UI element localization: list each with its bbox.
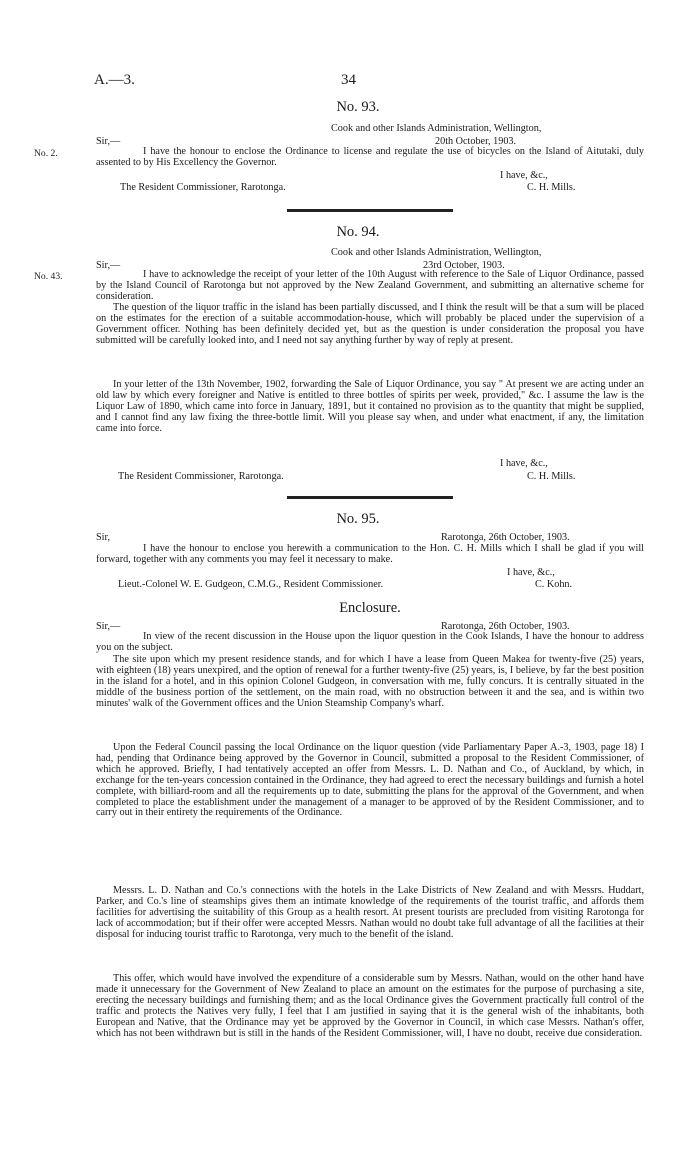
letter-date: Rarotonga, 26th October, 1903. (441, 532, 570, 543)
letter-paragraph: I have the honour to enclose you herewith a communication to the Hon. C. H. Mills which I shall be glad if you will forward, together with any comments you may feel it necessary to make. (96, 543, 644, 565)
letter-date: 20th October, 1903. (435, 136, 517, 147)
paper-reference: A.—3. (94, 72, 135, 88)
enclosure-paragraph: The site upon which my present residence stands, and for which I have a lease from Queen Makea for twenty-five (25) years, with eighteen (18) years unexpired, and the option of renewal for a further twenty-five (25) years, is, I believe, by far the best position in the island for a hotel, and in this opinion Colonel Gudgeon, in conversation with me, fully concurs. It is centrally situated in the middle of the business portion of the settlement, on the main road, with no obstruction between it and the sea, and is within two minutes' walk of the Government offices and the Union Steamship Company's wharf. (96, 654, 644, 709)
letter-number: No. 93. (336, 99, 380, 115)
signature: C. Kohn. (535, 579, 573, 590)
enclosure-paragraph: Messrs. L. D. Nathan and Co.'s connections with the hotels in the Lake Districts of New Zealand and with Messrs. Huddart, Parker, and Co.'s line of steamships gives them an intimate knowledge of the requirements of the tourist traffic, and affords them facilities for advertising the suitability of this Group as a health resort. At present tourists are precluded from visiting Rarotonga for lack of accommodation; but if their offer were accepted Messrs. Nathan would no doubt take full advantage of all the facilities at their disposal for inducing tourist traffic to Rarotonga, very much to the benefit of the island. (96, 885, 644, 940)
letter-date: Rarotonga, 26th October, 1903. (441, 621, 570, 632)
addressee: The Resident Commissioner, Rarotonga. (120, 182, 286, 193)
letter-date: 23rd October, 1903. (423, 260, 505, 271)
letter-paragraph: In your letter of the 13th November, 1902, forwarding the Sale of Liquor Ordinance, you say " At present we are acting under an old law by which every foreigner and Native is entitled to three bottles of spirits per week, provided," &c. I assume the law is the Liquor Law of 1890, which came into force in January, 1891, but it contained no provision as to the quantity that might be supplied, and I cannot find any law fixing the three-bottle limit. Will you please say when, and under what enactment, if any, the limitation came into force. (96, 379, 644, 434)
letter-paragraph: I have to acknowledge the receipt of your letter of the 10th August with reference to the Sale of Liquor Ordinance, passed by the Island Council of Rarotonga but not approved by the New Zealand Government, and submitting an alternative scheme for consideration. (96, 269, 644, 302)
margin-reference: No. 43. (34, 271, 63, 282)
signature: C. H. Mills. (527, 182, 576, 193)
margin-reference: No. 2. (34, 148, 58, 159)
letter-origin: Cook and other Islands Administration, Wellington, (331, 247, 542, 258)
enclosure-paragraph: In view of the recent discussion in the House upon the liquor question in the Cook Islands, I have the honour to address you on the subject. (96, 631, 644, 653)
addressee: Lieut.-Colonel W. E. Gudgeon, C.M.G., Resident Commissioner. (118, 579, 384, 590)
letter-number: No. 95. (336, 511, 380, 527)
salutation: Sir,— (96, 621, 121, 632)
addressee: The Resident Commissioner, Rarotonga. (118, 471, 284, 482)
letter-number: No. 94. (336, 224, 380, 240)
signature: C. H. Mills. (527, 471, 576, 482)
enclosure-paragraph: This offer, which would have involved the expenditure of a considerable sum by Messrs. Nathan, would on the other hand have made it unnecessary for the Government of New Zealand to place an amount on the estimates for the purpose of purchasing a site, erecting the necessary buildings and furnishing them; and as the local Ordinance gives the Government practically full control of the traffic and protects the Natives very fully, I feel that I am justified in saying that it is the general wish of the inhabitants, both European and Native, that the Ordinance may yet be approved by the Governor in Council, in which case Messrs. Nathan's offer, which has not been withdrawn but is still in the hands of the Resident Commissioner, will, I have no doubt, receive due consideration. (96, 973, 644, 1039)
salutation: Sir,— (96, 260, 121, 271)
enclosure-paragraph: Upon the Federal Council passing the local Ordinance on the liquor question (vide Parliamentary Paper A.-3, 1903, page 18) I had, pending that Ordinance being approved by the Governor in Council, submitted a proposal to the Resident Commissioner, of which he approved. Briefly, I had tentatively accepted an offer from Messrs. L. D. Nathan and Co., of Auckland, by which, in exchange for the ten-years concession contained in the Ordinance, they had agreed to erect the necessary buildings and furnish a hotel complete, with billiard-room and all the requirements up to date, submitting the plans for the approval of the Government, and when completed to place the establishment under the management of a manager to be approved of by the Resident Commissioner, and to carry out in their entirety the requirements of the Ordinance. (96, 742, 644, 819)
letter-paragraph: The question of the liquor traffic in the island has been partially discussed, and I think the result will be that a sum will be placed on the estimates for the erection of a suitable accommodation-house, which will probably be placed under the supervision of a Government officer. Nothing has been definitely decided yet, but as the question is under consideration the proposal you have submitted will be carefully looked into, and I need not say anything further by way of reply at present. (96, 302, 644, 346)
section-divider (287, 209, 453, 212)
page-number: 34 (341, 72, 356, 88)
closing: I have, &c., (500, 170, 548, 181)
section-divider (287, 496, 453, 499)
letter-paragraph: I have the honour to enclose the Ordinance to license and regulate the use of bicycles on the Island of Aitutaki, duly assented to by His Excellency the Governor. (96, 146, 644, 168)
enclosure-title: Enclosure. (339, 600, 401, 616)
closing: I have, &c., (500, 458, 548, 469)
letter-origin: Cook and other Islands Administration, Wellington, (331, 123, 542, 134)
salutation: Sir,— (96, 136, 121, 147)
closing: I have, &c., (507, 567, 555, 578)
salutation: Sir, (96, 532, 111, 543)
